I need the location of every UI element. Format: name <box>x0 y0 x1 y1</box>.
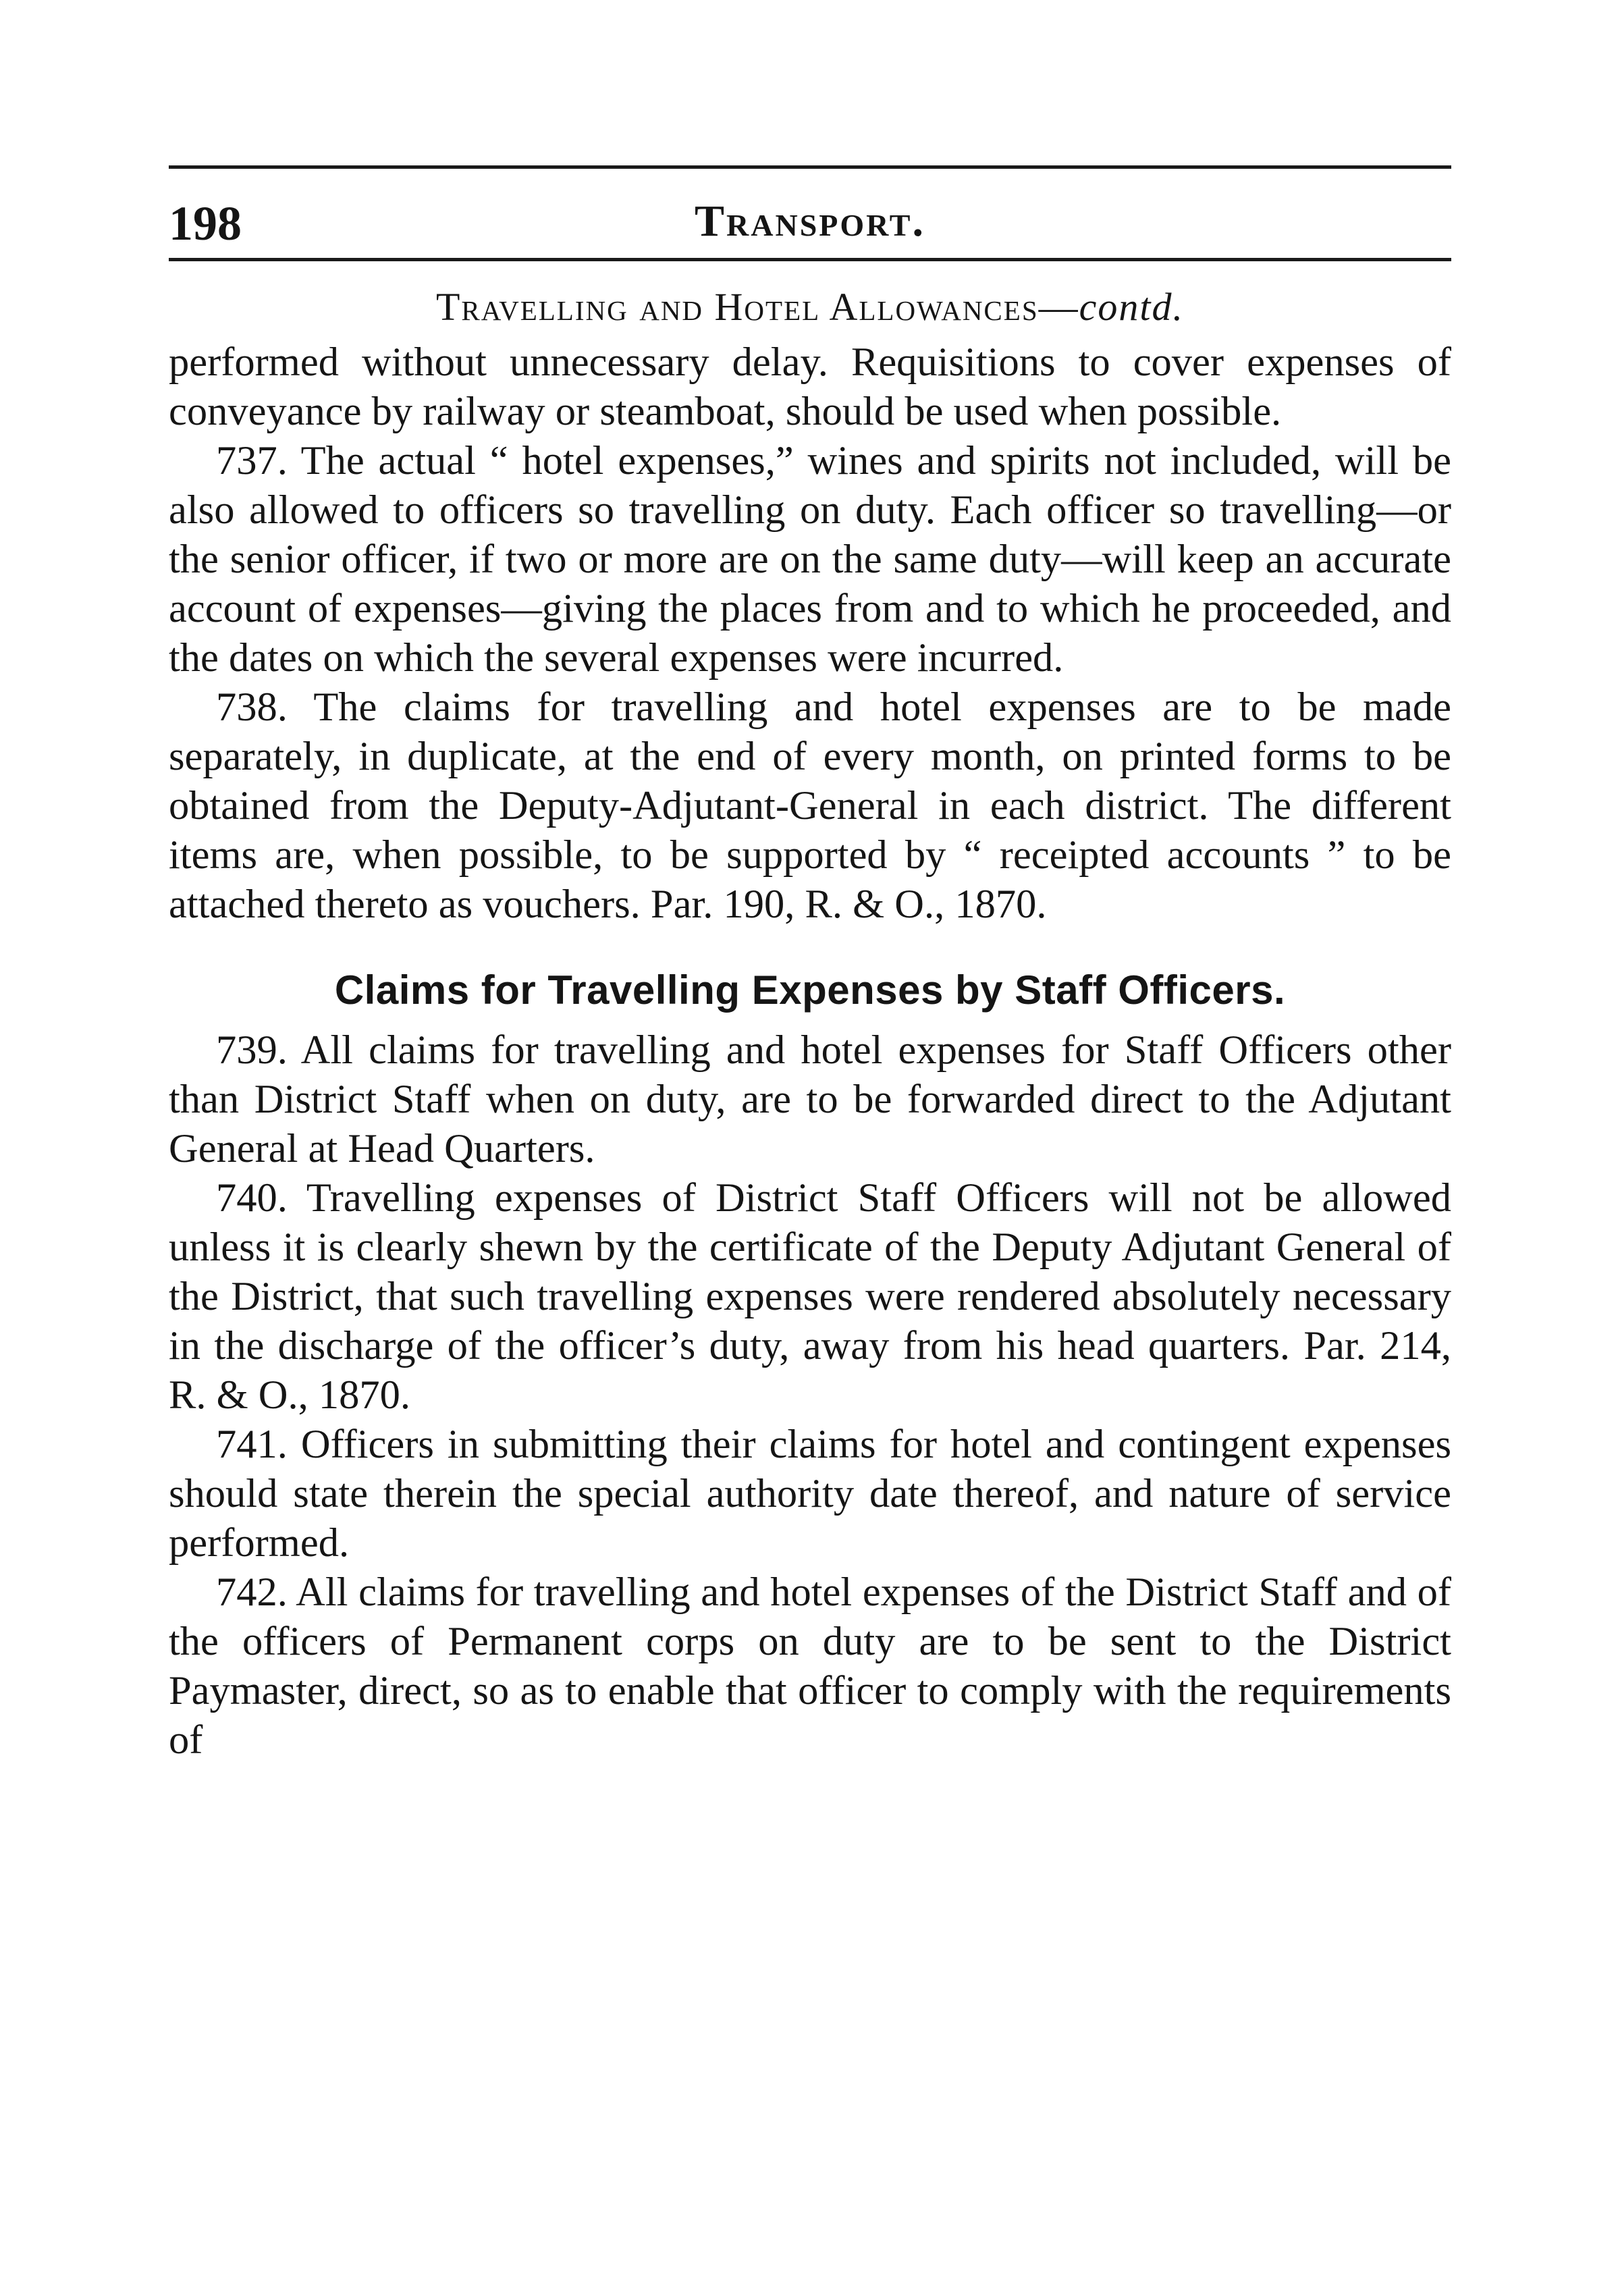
paragraph-742: 742. All claims for travelling and hotel expenses of the District Staff and of the officers of Permanent corps on duty are to be sent to the District Paymaster, direct, so as to enable that officer to comply with the requirements of <box>169 1570 1451 1763</box>
paragraph-737: 737. The actual “ hotel expenses,” wines and spirits not included, will be also allowed to officers so travelling on duty. Each officer so travelling—or the senior officer, if two or more are on the same duty—will keep an accurate account of expenses—giving the places from and to which he proceeded, and the dates on which the several expenses were incurred. <box>169 438 1451 680</box>
paragraph-738: 738. The claims for travelling and hotel expenses are to be made separately, in duplicate, at the end of every month, on printed forms to be obtained from the Deputy-Adjutant-General in each district. The different items are, when possible, to be supported by “ receipted accounts ” to be attached thereto as vouchers. Par. 190, R. & O., 1870. <box>169 685 1451 927</box>
running-header <box>169 196 1451 258</box>
paragraph-739: 739. All claims for travelling and hotel expenses for Staff Officers other than District Staff when on duty, are to be forwarded direct to the Adjutant General at Head Quarters. <box>169 1027 1451 1171</box>
header-rule-bottom <box>169 258 1451 261</box>
paragraph-741: 741. Officers in submitting their claims for hotel and contingent expenses should state therein the special authority date thereof, and nature of service performed. <box>169 1422 1451 1566</box>
paragraph-continued: performed without unnecessary delay. Requisitions to cover expenses of conveyance by railway or steamboat, should be used when possible. <box>169 340 1451 434</box>
book-page <box>169 165 1451 1765</box>
subheading-contd: contd. <box>1079 285 1184 329</box>
page-number: 198 <box>169 196 242 250</box>
section-heading: Claims for Travelling Expenses by Staff Officers. <box>334 967 1286 1013</box>
paragraph-740: 740. Travelling expenses of District Staff Officers will not be allowed unless it is clearly shewn by the certificate of the Deputy Adjutant General of the District, that such travelling expenses were rendered absolutely necessary in the discharge of the officer’s duty, away from his head quarters. Par. 214, R. & O., 1870. <box>169 1175 1451 1418</box>
header-rule-top <box>169 165 1451 169</box>
running-title: Transport. <box>695 196 925 246</box>
subheading-text: Travelling and Hotel Allowances— <box>436 285 1079 329</box>
continued-subheading <box>169 284 1451 329</box>
